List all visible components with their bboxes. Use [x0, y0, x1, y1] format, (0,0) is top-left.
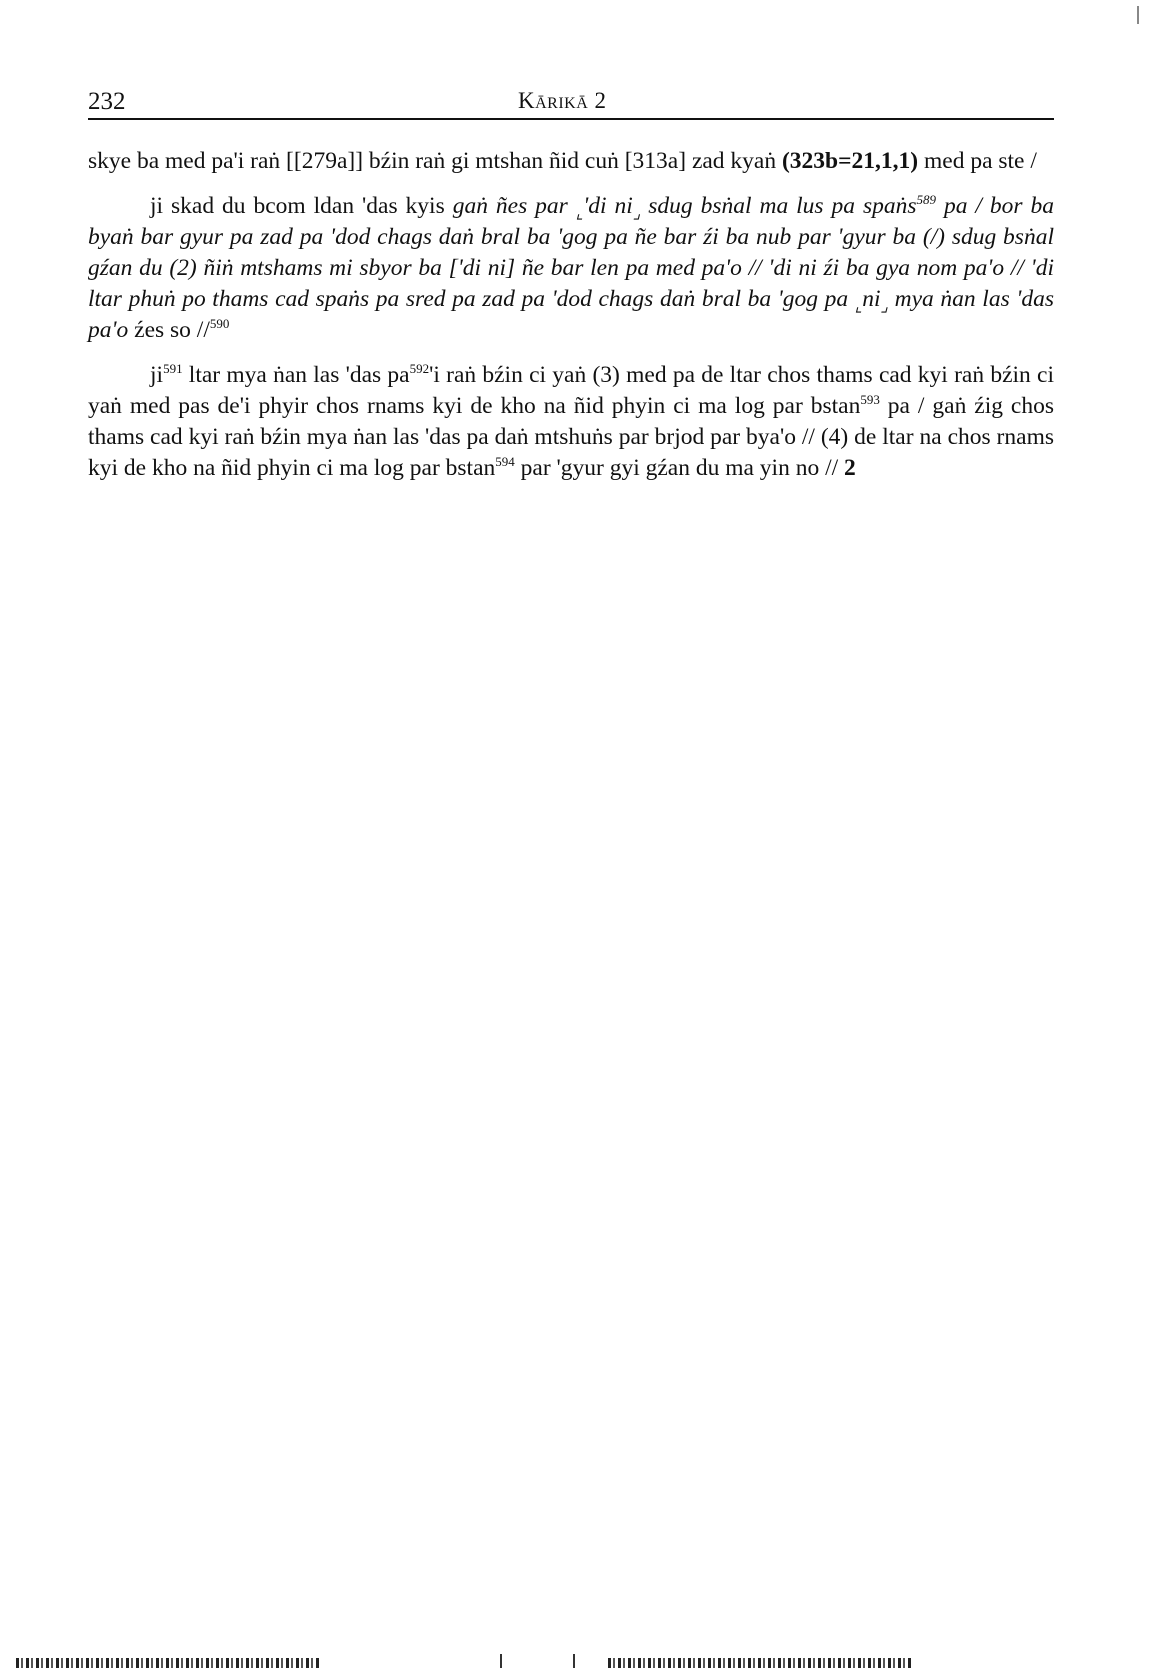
scan-artifact [500, 1654, 502, 1668]
text-span: źes so // [128, 317, 210, 343]
folio-reference: (323b=21,1,1) [781, 148, 919, 174]
text-span: skye ba med pa'i raṅ [[279a]] bźin raṅ gi mtshan ñid cuṅ [313a] zad kyaṅ [88, 148, 782, 174]
scan-artifact [16, 1658, 321, 1668]
paragraph-1 [88, 146, 1054, 177]
page-header [88, 84, 1054, 120]
footnote-marker: 592 [409, 361, 430, 377]
body-text [88, 146, 1054, 498]
footnote-marker: 594 [495, 454, 515, 470]
close-bracket: ⌟ [880, 298, 889, 316]
text-span: ltar mya ṅan las 'das pa [182, 362, 410, 388]
footnote-marker: 589 [916, 192, 937, 208]
text-span: 'di ni [583, 193, 633, 219]
close-bracket: ⌟ [632, 205, 641, 223]
scan-artifact [608, 1658, 913, 1668]
text-span: pa / bor ba byaṅ bar gyur pa zad pa 'dod chags daṅ bral ba 'gog pa ñe bar źi ba nub par 'gyur ba (/) sdug bsṅal gźan du (2) ñiṅ mtshams mi sbyor ba ['di ni] ñe bar len pa med pa'o // 'di ni źi ba gya nom pa'o // 'di ltar phuṅ po thams cad spaṅs pa sred pa zad pa 'dod chags daṅ bral ba 'gog pa [88, 193, 1054, 312]
text-span: par 'gyur gyi gźan du ma yin no // [514, 455, 845, 481]
footnote-marker: 590 [209, 316, 230, 332]
text-span: gaṅ ñes par [452, 193, 576, 219]
scan-artifact [1137, 6, 1139, 24]
text-span: pa / gaṅ źig chos thams cad kyi raṅ bźin mya ṅan las 'das pa daṅ mtshuṅs par brjod par bya'o // (4) de ltar na chos rnams kyi de kho na ñid phyin ci ma log par bstan [88, 393, 1054, 481]
text-span: sdug bsṅal ma lus pa spaṅs [640, 193, 917, 219]
scan-artifact [573, 1654, 575, 1668]
text-span: ni [862, 286, 881, 312]
open-bracket: ⌞ [854, 298, 863, 316]
paragraph-3 [88, 360, 1054, 484]
text-span: med pa ste / [918, 148, 1037, 174]
text-span: ji skad du bcom ldan 'das kyis [150, 193, 453, 219]
text-span: ji [150, 362, 164, 388]
running-head: Kārikā 2 [518, 88, 607, 113]
text-span: mya ṅan las 'das pa'o [88, 286, 1054, 343]
document-page [88, 0, 1054, 1672]
paragraph-2 [88, 191, 1054, 346]
open-bracket: ⌞ [575, 205, 584, 223]
footnote-marker: 593 [860, 392, 880, 408]
footnote-marker: 591 [163, 361, 183, 377]
text-span: 'i raṅ bźin ci yaṅ (3) med pa de ltar chos thams cad kyi raṅ bźin ci yaṅ med pas de'i phyir chos rnams kyi de kho na ñid phyin ci ma log par bstan [88, 362, 1054, 419]
page-number: 232 [88, 88, 126, 115]
verse-number: 2 [844, 455, 856, 481]
